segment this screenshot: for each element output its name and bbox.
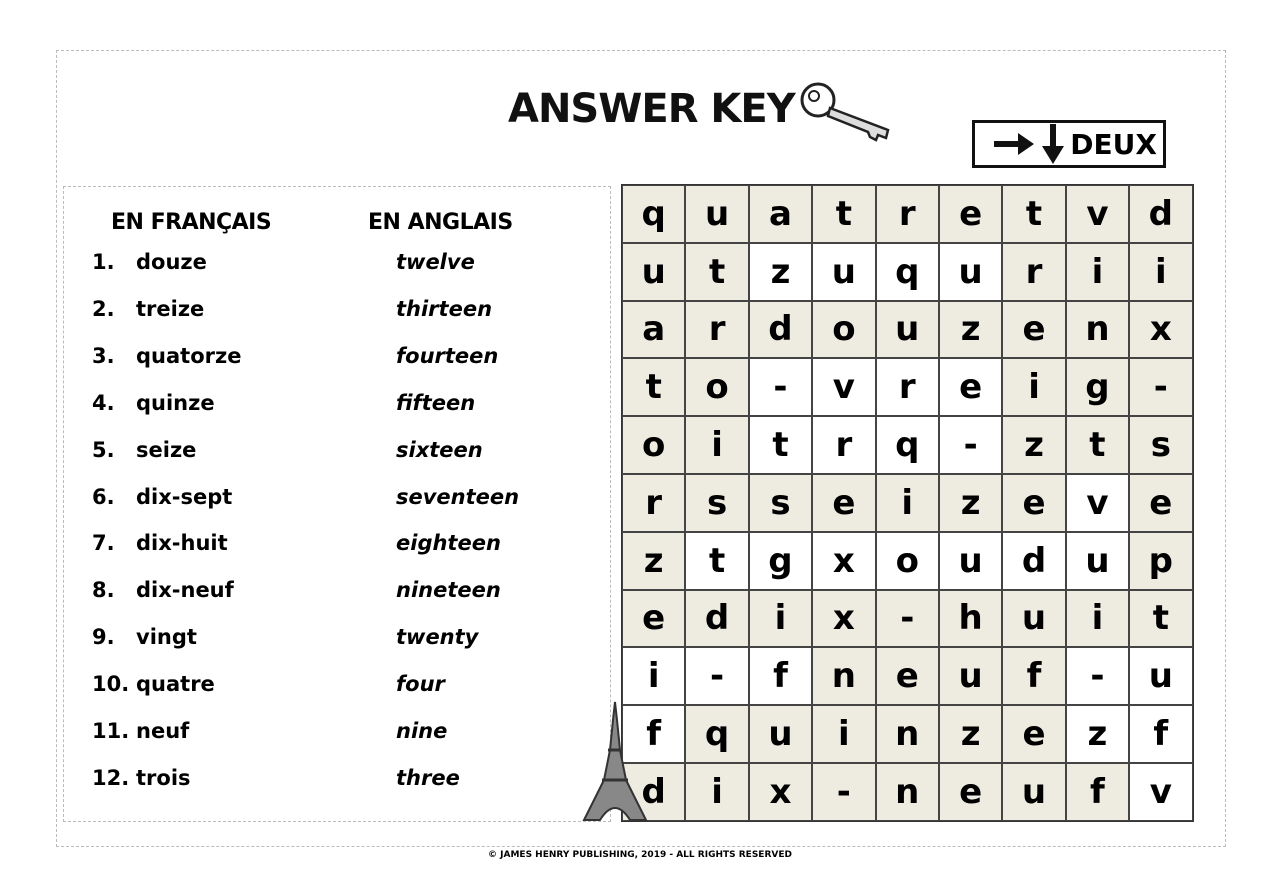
grid-cell: f <box>749 647 812 705</box>
grid-cell: n <box>876 763 939 821</box>
word-row <box>0 672 600 702</box>
word-row <box>0 438 600 468</box>
grid-cell: u <box>876 301 939 359</box>
word-number: 1. <box>92 250 115 274</box>
english-word: twelve <box>396 250 475 274</box>
french-word: vingt <box>136 625 197 650</box>
header-french: EN FRANÇAIS <box>111 210 272 235</box>
grid-cell: e <box>1002 474 1065 532</box>
grid-cell: z <box>622 532 685 590</box>
french-word: quatre <box>136 672 215 697</box>
french-word: dix-huit <box>136 531 228 556</box>
english-word: eighteen <box>396 531 501 556</box>
grid-cell: i <box>1002 358 1065 416</box>
english-word: thirteen <box>396 296 493 321</box>
word-number: 6. <box>92 484 115 509</box>
word-row <box>0 297 600 327</box>
word-row <box>0 485 600 515</box>
arrow-down-icon <box>1040 124 1066 164</box>
french-word: douze <box>136 250 207 274</box>
grid-cell: t <box>622 358 685 416</box>
grid-cell: t <box>685 532 748 590</box>
french-word: seize <box>136 437 197 462</box>
header-english: EN ANGLAIS <box>368 210 513 235</box>
grid-cell: t <box>749 416 812 474</box>
word-row <box>0 766 600 796</box>
english-word: seventeen <box>396 484 520 509</box>
grid-cell: f <box>1129 705 1192 763</box>
word-row <box>0 625 600 655</box>
grid-cell: q <box>876 243 939 301</box>
grid-cell: s <box>749 474 812 532</box>
grid-cell: g <box>1066 358 1129 416</box>
grid-cell: t <box>1002 185 1065 243</box>
grid-cell: h <box>939 590 1002 648</box>
page-title: ANSWER KEY <box>508 86 795 132</box>
grid-cell: q <box>876 416 939 474</box>
grid-cell: u <box>939 243 1002 301</box>
grid-cell: t <box>1129 590 1192 648</box>
word-number: 11. <box>92 719 130 743</box>
grid-cell: o <box>685 358 748 416</box>
grid-cell: e <box>1002 705 1065 763</box>
word-number: 9. <box>92 625 115 650</box>
grid-cell: i <box>749 590 812 648</box>
grid-cell: u <box>812 243 875 301</box>
grid-cell: r <box>685 301 748 359</box>
badge-label: DEUX <box>1070 127 1157 161</box>
grid-cell: - <box>685 647 748 705</box>
word-row <box>0 344 600 374</box>
grid-cell: r <box>1002 243 1065 301</box>
grid-cell: x <box>749 763 812 821</box>
grid-cell: - <box>1066 647 1129 705</box>
arrow-right-icon <box>992 129 1036 159</box>
grid-cell: a <box>749 185 812 243</box>
grid-cell: - <box>876 590 939 648</box>
grid-cell: z <box>939 301 1002 359</box>
grid-cell: i <box>685 763 748 821</box>
french-word: dix-sept <box>136 484 233 509</box>
grid-cell: r <box>812 416 875 474</box>
french-word: quinze <box>136 390 215 415</box>
grid-cell: d <box>622 763 685 821</box>
grid-cell: o <box>622 416 685 474</box>
grid-cell: s <box>685 474 748 532</box>
word-number: 7. <box>92 531 115 556</box>
grid-cell: i <box>1066 243 1129 301</box>
word-number: 5. <box>92 437 115 462</box>
french-word: quatorze <box>136 343 242 368</box>
word-row <box>0 719 600 749</box>
english-word: three <box>396 765 460 790</box>
grid-cell: z <box>1002 416 1065 474</box>
english-word: nineteen <box>396 578 501 603</box>
grid-cell: t <box>1066 416 1129 474</box>
grid-cell: e <box>939 185 1002 243</box>
french-word: treize <box>136 296 205 321</box>
grid-cell: - <box>749 358 812 416</box>
english-word: twenty <box>396 625 479 650</box>
grid-cell: f <box>1066 763 1129 821</box>
word-search-grid <box>621 184 1194 822</box>
grid-cell: i <box>622 647 685 705</box>
grid-cell: u <box>749 705 812 763</box>
english-word: nine <box>396 719 448 743</box>
grid-cell: x <box>812 590 875 648</box>
grid-cell: t <box>685 243 748 301</box>
grid-cell: i <box>1066 590 1129 648</box>
direction-badge <box>972 120 1166 168</box>
word-number: 2. <box>92 296 115 321</box>
grid-cell: z <box>1066 705 1129 763</box>
grid-cell: q <box>622 185 685 243</box>
grid-cell: u <box>1129 647 1192 705</box>
grid-cell: e <box>622 590 685 648</box>
grid-cell: s <box>1129 416 1192 474</box>
grid-cell: o <box>812 301 875 359</box>
grid-cell: n <box>876 705 939 763</box>
grid-cell: - <box>939 416 1002 474</box>
grid-cell: n <box>1066 301 1129 359</box>
english-word: fourteen <box>396 343 499 368</box>
french-word: neuf <box>136 719 190 743</box>
english-word: fifteen <box>396 390 476 415</box>
grid-cell: i <box>685 416 748 474</box>
grid-cell: o <box>876 532 939 590</box>
grid-cell: q <box>685 705 748 763</box>
grid-cell: i <box>1129 243 1192 301</box>
grid-cell: x <box>1129 301 1192 359</box>
grid-cell: d <box>749 301 812 359</box>
grid-cell: i <box>812 705 875 763</box>
grid-cell: g <box>749 532 812 590</box>
french-word: dix-neuf <box>136 578 234 603</box>
word-number: 10. <box>92 672 130 697</box>
grid-cell: u <box>939 647 1002 705</box>
grid-cell: u <box>939 532 1002 590</box>
grid-cell: a <box>622 301 685 359</box>
grid-cell: t <box>812 185 875 243</box>
grid-cell: r <box>622 474 685 532</box>
grid-cell: r <box>876 358 939 416</box>
grid-cell: d <box>1129 185 1192 243</box>
word-number: 8. <box>92 578 115 603</box>
grid-cell: d <box>685 590 748 648</box>
grid-cell: e <box>812 474 875 532</box>
word-number: 12. <box>92 765 130 790</box>
grid-cell: v <box>1129 763 1192 821</box>
word-row <box>0 531 600 561</box>
word-number: 3. <box>92 343 115 368</box>
grid-cell: u <box>1002 763 1065 821</box>
grid-cell: v <box>812 358 875 416</box>
word-row <box>0 391 600 421</box>
copyright-footer: © JAMES HENRY PUBLISHING, 2019 - ALL RIGHTS RESERVED <box>488 850 792 860</box>
key-icon <box>798 80 898 142</box>
grid-cell: u <box>685 185 748 243</box>
grid-cell: p <box>1129 532 1192 590</box>
grid-cell: z <box>939 705 1002 763</box>
grid-cell: v <box>1066 185 1129 243</box>
grid-cell: e <box>876 647 939 705</box>
english-word: sixteen <box>396 437 483 462</box>
english-word: four <box>396 672 445 697</box>
grid-cell: u <box>1002 590 1065 648</box>
grid-cell: e <box>1002 301 1065 359</box>
grid-cell: v <box>1066 474 1129 532</box>
grid-cell: i <box>876 474 939 532</box>
grid-cell: d <box>1002 532 1065 590</box>
eiffel-tower-icon <box>580 700 650 822</box>
grid-cell: e <box>1129 474 1192 532</box>
word-row <box>0 250 600 280</box>
word-row <box>0 578 600 608</box>
grid-cell: f <box>622 705 685 763</box>
grid-cell: x <box>812 532 875 590</box>
grid-cell: r <box>876 185 939 243</box>
grid-cell: f <box>1002 647 1065 705</box>
grid-cell: e <box>939 763 1002 821</box>
french-word: trois <box>136 765 191 790</box>
grid-cell: z <box>939 474 1002 532</box>
grid-cell: - <box>812 763 875 821</box>
grid-cell: e <box>939 358 1002 416</box>
word-number: 4. <box>92 390 115 415</box>
grid-cell: n <box>812 647 875 705</box>
grid-cell: u <box>622 243 685 301</box>
grid-cell: - <box>1129 358 1192 416</box>
grid-cell: u <box>1066 532 1129 590</box>
grid-cell: z <box>749 243 812 301</box>
